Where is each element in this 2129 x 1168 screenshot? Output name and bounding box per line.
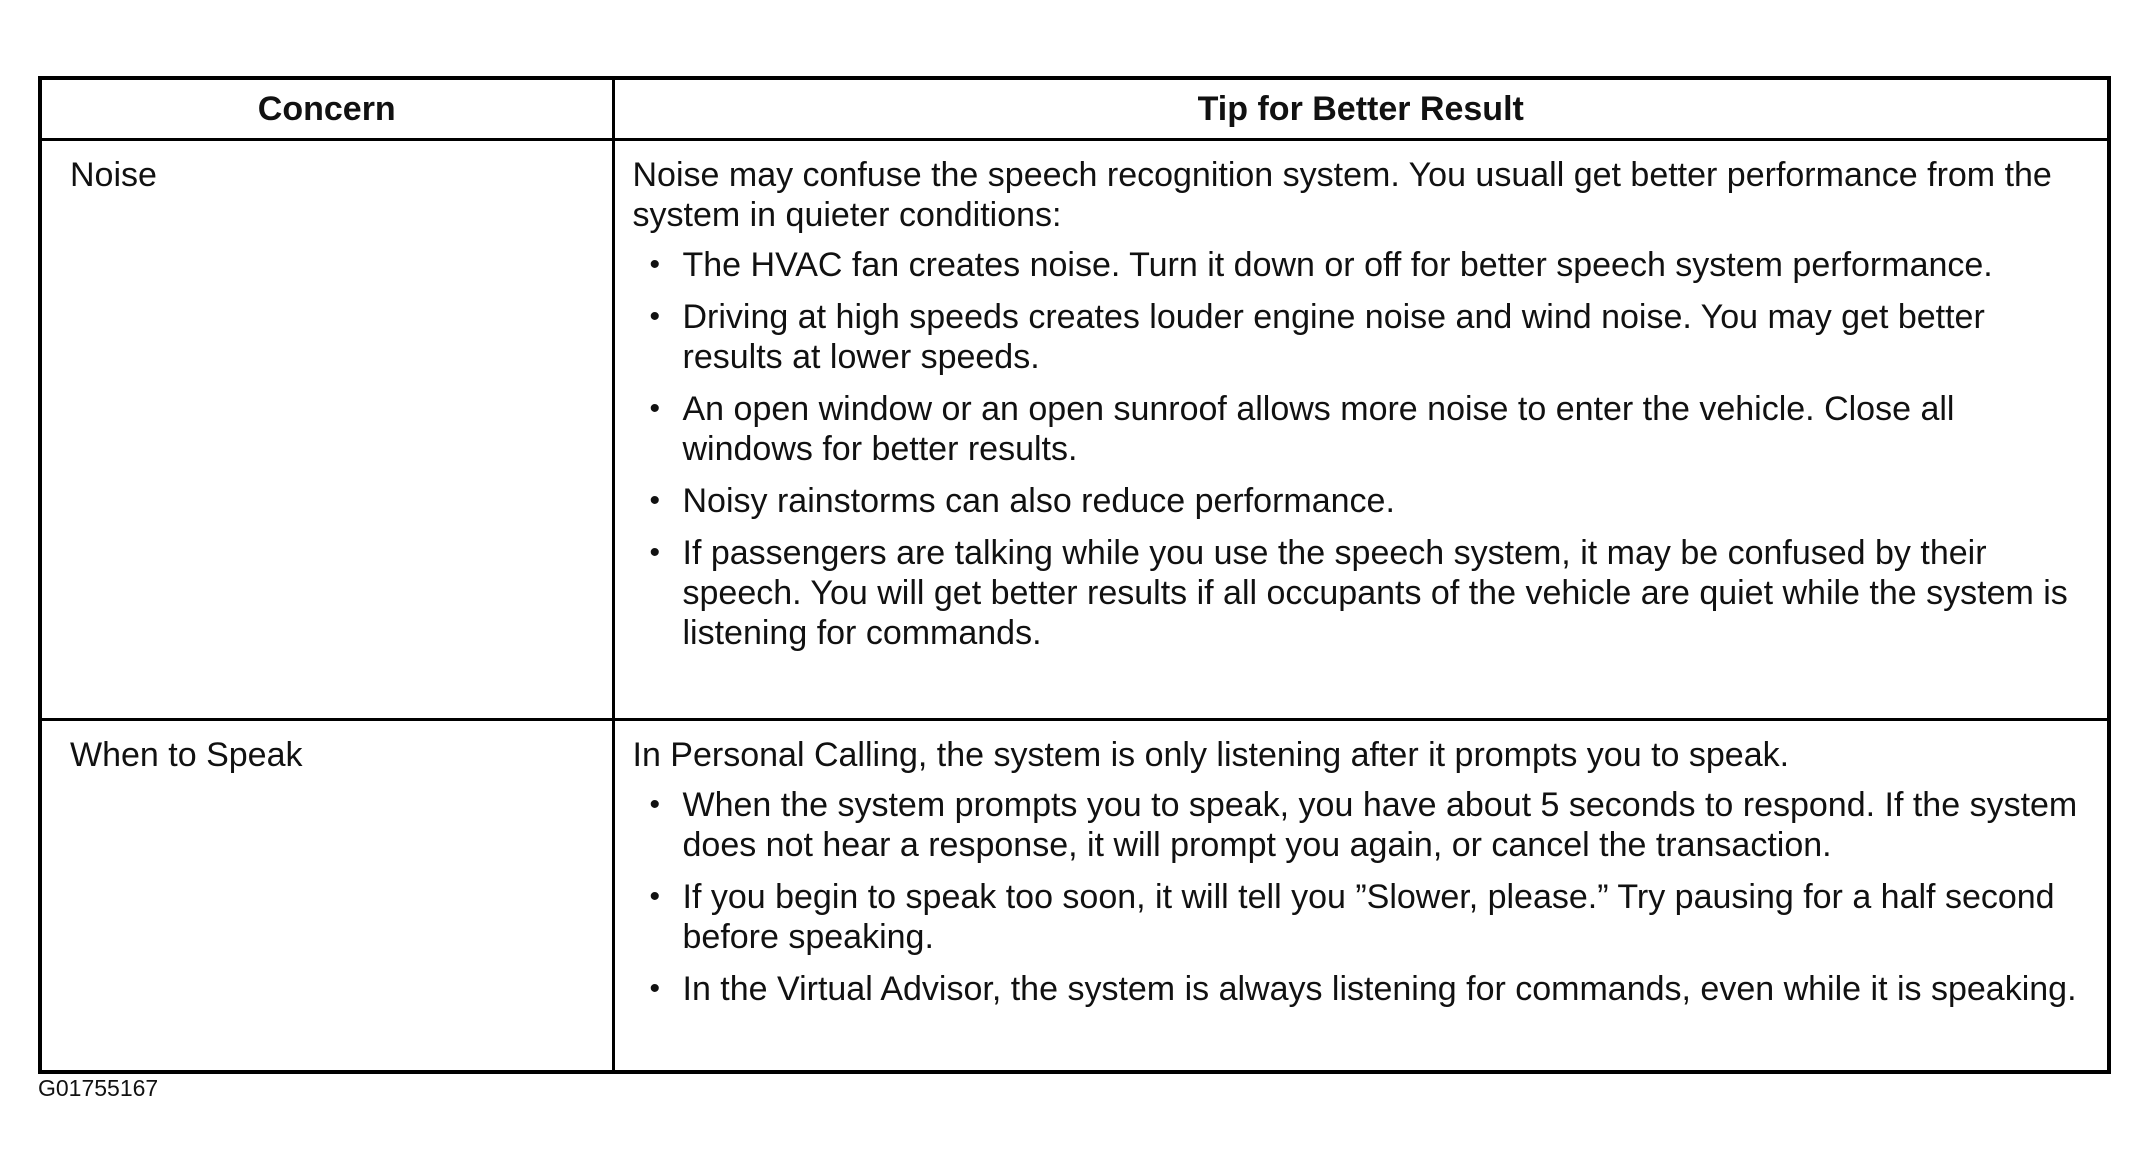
table-header-row bbox=[40, 78, 2109, 140]
list-item bbox=[649, 389, 2084, 469]
concern-cell: When to Speak bbox=[40, 720, 613, 1073]
concern-cell: Noise bbox=[40, 140, 613, 720]
list-item bbox=[649, 481, 2084, 521]
list-item-text: If passengers are talking while you use the speech system, it may be confused by their speech. You will get better results if all occupants of the vehicle are quiet while the system is listening for commands. bbox=[682, 534, 2068, 652]
header-concern: Concern bbox=[40, 78, 613, 140]
table-row-when-to-speak bbox=[40, 720, 2109, 1073]
list-item-text: In the Virtual Advisor, the system is always listening for commands, even while it is speaking. bbox=[682, 970, 2077, 1008]
header-tip: Tip for Better Result bbox=[613, 78, 2109, 140]
tip-intro: Noise may confuse the speech recognition system. You usuall get better performance from the system in quieter conditions: bbox=[632, 156, 2052, 234]
list-item bbox=[649, 785, 2084, 865]
bullet-icon: • bbox=[649, 248, 661, 281]
list-item-text: When the system prompts you to speak, you have about 5 seconds to respond. If the system does not hear a response, it will prompt you again, or cancel the transaction. bbox=[682, 786, 2078, 864]
table-row-noise bbox=[40, 140, 2109, 720]
bullet-icon: • bbox=[649, 972, 661, 1005]
bullet-icon: • bbox=[649, 484, 661, 517]
bullet-icon: • bbox=[649, 536, 661, 569]
list-item-text: Noisy rainstorms can also reduce performance. bbox=[682, 482, 1395, 520]
list-item-text: If you begin to speak too soon, it will tell you ”Slower, please.” Try pausing for a half second before speaking. bbox=[682, 878, 2055, 956]
list-item-text: An open window or an open sunroof allows more noise to enter the vehicle. Close all windows for better results. bbox=[682, 390, 1955, 468]
tips-table bbox=[38, 76, 2111, 1074]
bullet-icon: • bbox=[649, 300, 661, 333]
bullet-icon: • bbox=[649, 788, 661, 821]
figure-id: G01755167 bbox=[38, 1075, 159, 1101]
list-item bbox=[649, 297, 2084, 377]
list-item-text: The HVAC fan creates noise. Turn it down or off for better speech system performance. bbox=[682, 246, 1993, 284]
tip-cell bbox=[613, 140, 2109, 720]
list-item bbox=[649, 969, 2084, 1009]
tip-list bbox=[633, 245, 2084, 653]
list-item bbox=[649, 533, 2084, 653]
list-item bbox=[649, 245, 2084, 285]
tip-list bbox=[633, 785, 2084, 1009]
bullet-icon: • bbox=[649, 392, 661, 425]
bullet-icon: • bbox=[649, 880, 661, 913]
tip-intro: In Personal Calling, the system is only listening after it prompts you to speak. bbox=[632, 736, 1790, 774]
list-item bbox=[649, 877, 2084, 957]
tip-cell bbox=[613, 720, 2109, 1073]
list-item-text: Driving at high speeds creates louder engine noise and wind noise. You may get better results at lower speeds. bbox=[682, 298, 1985, 376]
